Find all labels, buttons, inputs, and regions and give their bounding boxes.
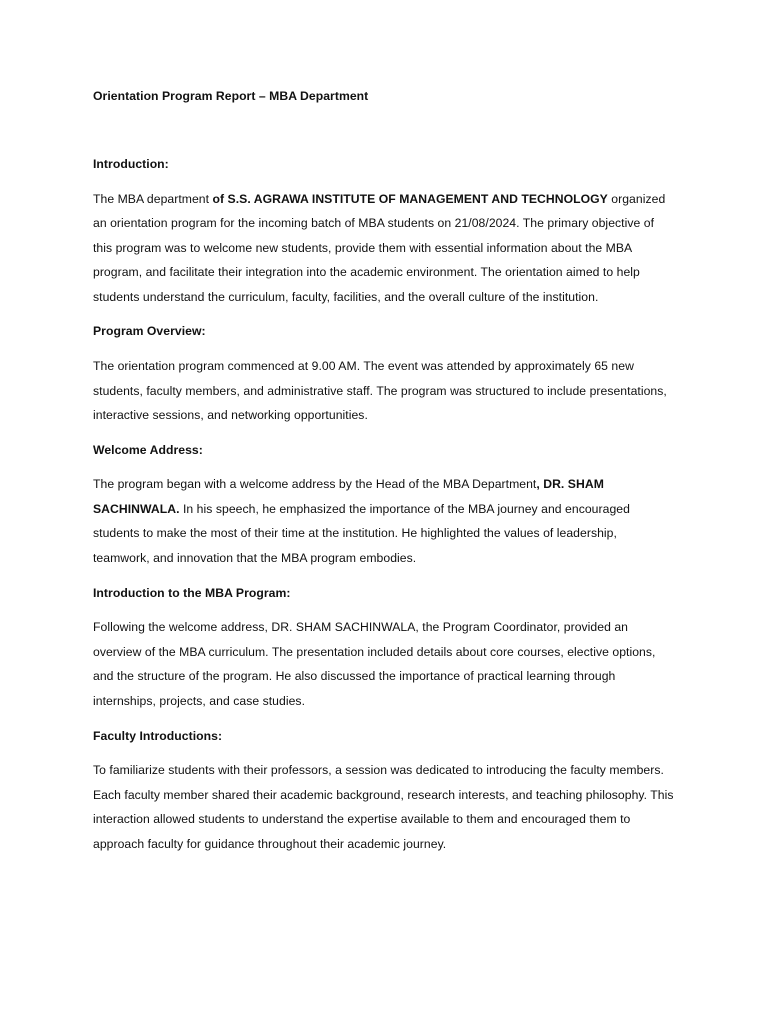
paragraph-text: organized an orientation program for the incoming batch of MBA students on 21/08/2024. The primary objective of this program was to welcome new students, provide them with essential information about the MBA program, and facilitate their integration into the academic environment. The orientation aimed to help students understand the curriculum, faculty, facilities, and the overall culture of the institution. bbox=[93, 191, 666, 304]
document-title: Orientation Program Report – MBA Department bbox=[93, 89, 369, 103]
section-paragraph-program-overview: The orientation program commenced at 9.00 AM. The event was attended by approximately 65 new students, faculty members, and administrative staff. The program was structured to include presentations, interactive sessions, and networking opportunities. bbox=[93, 358, 667, 423]
section-paragraph-welcome-address bbox=[93, 472, 675, 570]
section-heading-introduction: Introduction: bbox=[93, 157, 169, 171]
paragraph-text: The MBA department bbox=[93, 191, 213, 206]
section-heading-program-overview: Program Overview: bbox=[93, 324, 206, 339]
paragraph-text: In his speech, he emphasized the importance of the MBA journey and encouraged students to make the most of their time at the institution. He highlighted the values of leadership, teamwork, and innovation that the MBA program embodies. bbox=[93, 501, 630, 566]
document-page bbox=[93, 84, 675, 866]
section-paragraph-mba-program: Following the welcome address, DR. SHAM SACHINWALA, the Program Coordinator, provided an overview of the MBA curriculum. The presentation included details about core courses, elective options, and the structure of the program. He also discussed the importance of practical learning through internships, projects, and case studies. bbox=[93, 620, 656, 708]
institute-name: of S.S. AGRAWA INSTITUTE OF MANAGEMENT AND TECHNOLOGY bbox=[212, 191, 608, 206]
section-paragraph-introduction bbox=[93, 187, 675, 310]
head-name: , DR. SHAM SACHINWALA. bbox=[93, 477, 604, 516]
paragraph-text: The program began with a welcome address by the Head of the MBA Department bbox=[93, 477, 537, 492]
section-heading-welcome-address: Welcome Address: bbox=[93, 442, 203, 457]
section-heading-faculty-introductions: Faculty Introductions: bbox=[93, 728, 223, 743]
section-paragraph-faculty-introductions: To familiarize students with their professors, a session was dedicated to introducing the faculty members. Each faculty member shared their academic background, research interests, and teaching philosophy. This interaction allowed students to understand the expertise available to them and encouraged them to approach faculty for guidance throughout their academic journey. bbox=[93, 763, 674, 851]
section-heading-mba-program: Introduction to the MBA Program: bbox=[93, 585, 291, 600]
